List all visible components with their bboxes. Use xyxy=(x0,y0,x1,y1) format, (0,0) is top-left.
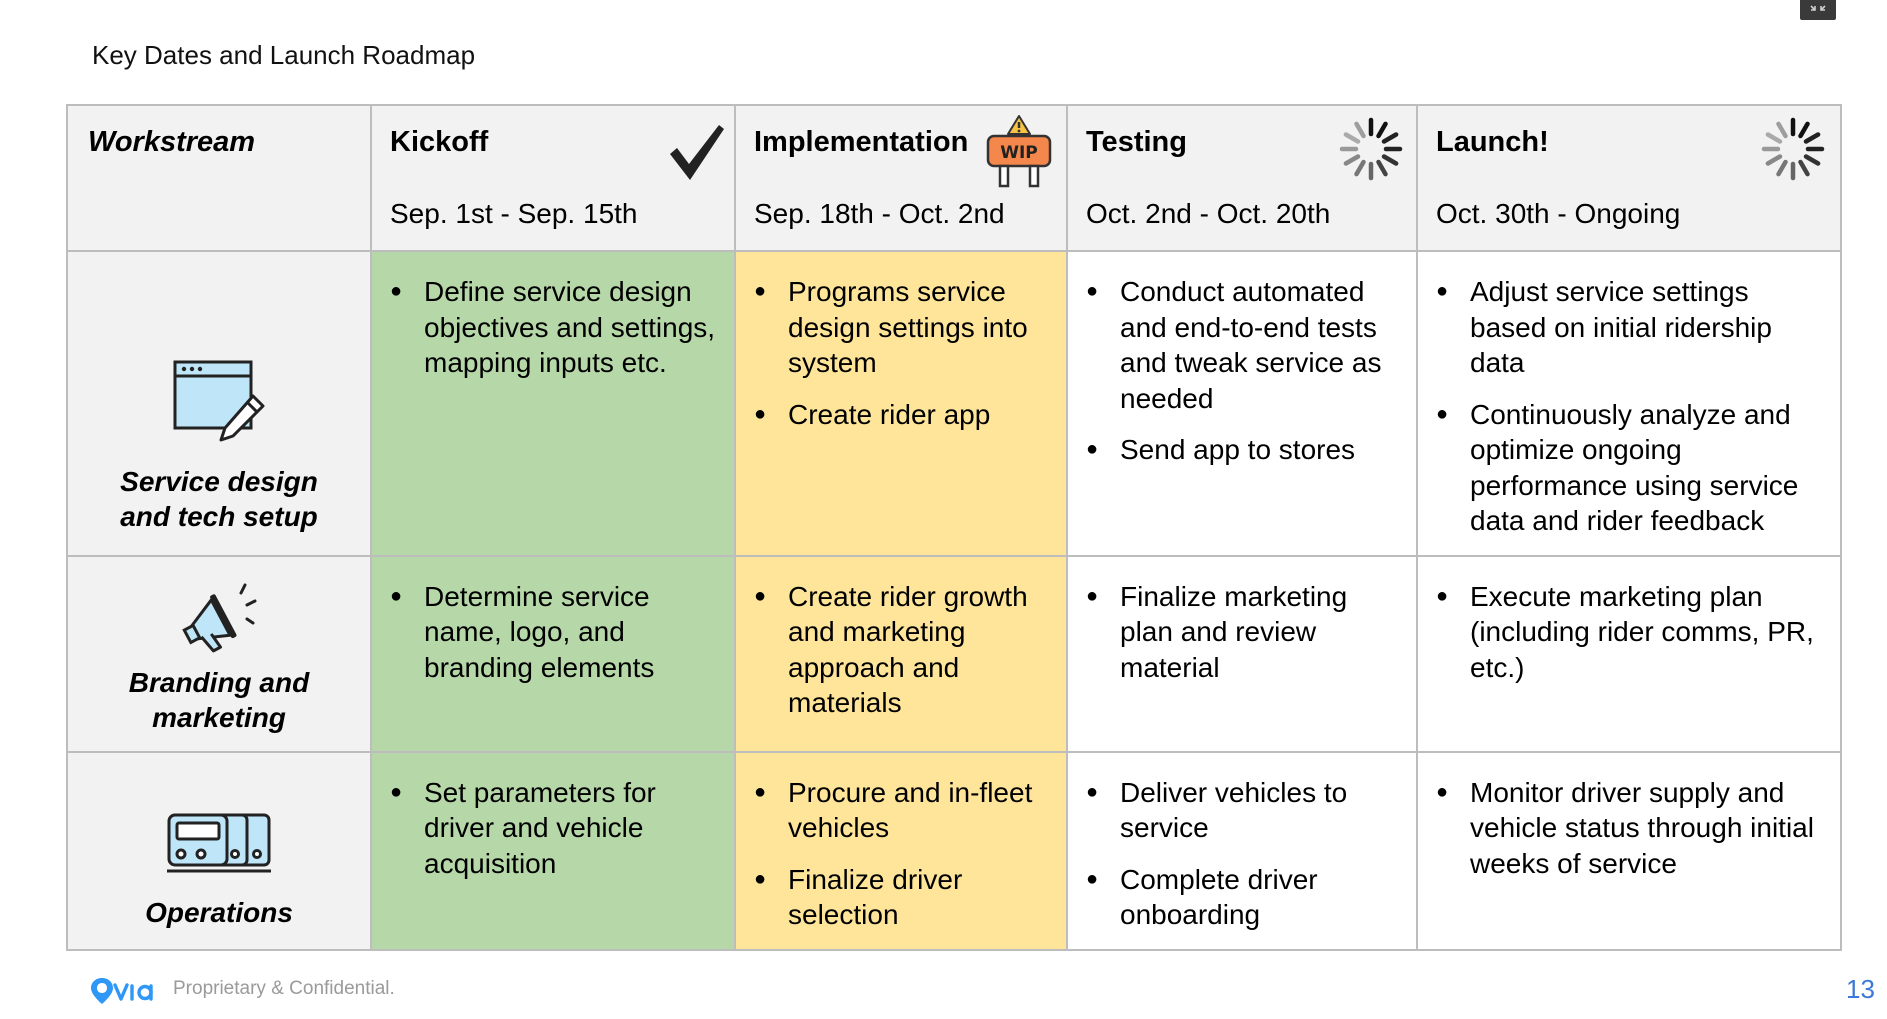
task-cell-launch xyxy=(1417,752,1841,950)
loading-spinner-icon xyxy=(1760,116,1826,182)
list-item: ● Define service design objectives and settings, mapping inputs etc. xyxy=(424,274,722,381)
phase-dates: Oct. 30th - Ongoing xyxy=(1436,198,1681,229)
task-list xyxy=(1068,252,1416,468)
task-cell-launch xyxy=(1417,556,1841,752)
workstream-cell xyxy=(67,556,371,752)
wip-badge-text: WIP xyxy=(1000,143,1038,163)
task-list xyxy=(1068,557,1416,686)
task-cell-kickoff xyxy=(371,556,735,752)
list-item: ● Finalize marketing plan and review material xyxy=(1120,579,1404,686)
task-cell-testing xyxy=(1067,251,1417,556)
list-item: ● Execute marketing plan (including rider comms, PR, etc.) xyxy=(1470,579,1828,686)
task-list xyxy=(372,252,734,381)
workstream-cell xyxy=(67,752,371,950)
task-cell-kickoff xyxy=(371,251,735,556)
phase-header-kickoff xyxy=(371,105,735,251)
list-item: ● Procure and in-fleet vehicles xyxy=(788,775,1054,846)
phase-dates: Oct. 2nd - Oct. 20th xyxy=(1086,198,1331,229)
list-item: ● Create rider app xyxy=(788,397,1054,433)
workstream-label: Service design and tech setup xyxy=(120,466,318,532)
phase-header-testing xyxy=(1067,105,1417,251)
workstream-label: Operations xyxy=(145,896,293,928)
task-list xyxy=(1418,753,1840,882)
phase-dates: Sep. 1st - Sep. 15th xyxy=(390,198,638,229)
list-item: ● Continuously analyze and optimize ongoing performance using service data and rider feedback xyxy=(1470,397,1828,539)
phase-header-launch xyxy=(1417,105,1841,251)
list-item: ● Adjust service settings based on initial ridership data xyxy=(1470,274,1828,381)
task-list xyxy=(736,252,1066,432)
task-list xyxy=(1068,753,1416,933)
phase-name: Launch! xyxy=(1436,126,1549,158)
task-list xyxy=(1418,252,1840,539)
wip-sign-icon xyxy=(984,114,1054,192)
list-item: ● Finalize driver selection xyxy=(788,862,1054,933)
workstream-label: Branding and marketing xyxy=(128,666,310,733)
roadmap-table xyxy=(66,104,1842,951)
workstream-row-branding xyxy=(67,556,1841,752)
workstream-row-operations xyxy=(67,752,1841,950)
vans-icon xyxy=(165,809,273,877)
phase-dates: Sep. 18th - Oct. 2nd xyxy=(754,198,1005,229)
checkmark-icon xyxy=(666,122,726,184)
phase-header-implementation xyxy=(735,105,1067,251)
page-number: 13 xyxy=(1846,974,1875,1004)
task-list xyxy=(1418,557,1840,686)
slide-title: Key Dates and Launch Roadmap xyxy=(92,40,476,70)
task-cell-implementation xyxy=(735,556,1067,752)
task-cell-kickoff xyxy=(371,752,735,950)
list-item: ● Create rider growth and marketing approach and materials xyxy=(788,579,1054,721)
task-cell-testing xyxy=(1067,556,1417,752)
workstream-header: Workstream xyxy=(88,126,256,158)
workstream-cell xyxy=(67,251,371,556)
task-cell-implementation xyxy=(735,251,1067,556)
list-item: ● Determine service name, logo, and branding elements xyxy=(424,579,722,686)
task-cell-testing xyxy=(1067,752,1417,950)
collapse-arrows-icon xyxy=(1800,0,1836,20)
workstream-header-cell xyxy=(67,105,371,251)
workstream-row-service-design xyxy=(67,251,1841,556)
list-item: ● Set parameters for driver and vehicle acquisition xyxy=(424,775,722,882)
browser-pencil-icon xyxy=(171,358,267,444)
collapse-toggle-button[interactable] xyxy=(1800,0,1836,20)
footer-confidential: Proprietary & Confidential. xyxy=(173,978,395,999)
task-cell-implementation xyxy=(735,752,1067,950)
phase-name: Implementation xyxy=(754,126,969,158)
header-row xyxy=(67,105,1841,251)
list-item: ● Send app to stores xyxy=(1120,432,1404,468)
list-item: ● Monitor driver supply and vehicle status through initial weeks of service xyxy=(1470,775,1828,882)
list-item: ● Conduct automated and end-to-end tests and tweak service as needed xyxy=(1120,274,1404,416)
task-cell-launch xyxy=(1417,251,1841,556)
list-item: ● Complete driver onboarding xyxy=(1120,862,1404,933)
megaphone-icon xyxy=(179,583,259,659)
list-item: ● Deliver vehicles to service xyxy=(1120,775,1404,846)
via-logo xyxy=(90,976,156,1006)
phase-name: Testing xyxy=(1086,126,1187,158)
task-list xyxy=(736,557,1066,721)
loading-spinner-icon xyxy=(1338,116,1404,182)
task-list xyxy=(372,753,734,882)
list-item: ● Programs service design settings into system xyxy=(788,274,1054,381)
phase-name: Kickoff xyxy=(390,126,489,158)
task-list xyxy=(372,557,734,686)
task-list xyxy=(736,753,1066,933)
